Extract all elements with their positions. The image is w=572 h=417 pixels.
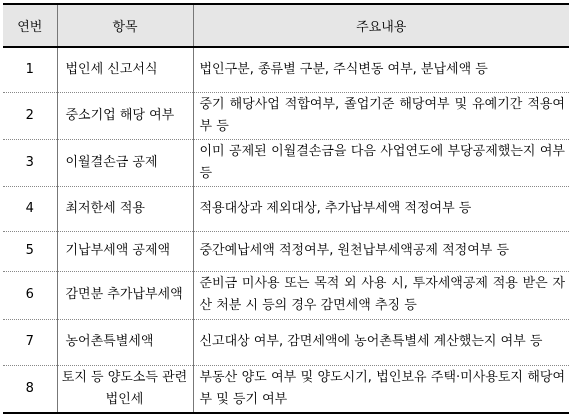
row-no: 3: [3, 139, 57, 186]
table-header-row: [3, 4, 569, 47]
table-row: [3, 186, 569, 231]
header-no: 연번: [3, 4, 57, 47]
row-content: 이미 공제된 이월결손금을 다음 사업연도에 부당공제했는지 여부 등: [193, 139, 569, 186]
table-row: [3, 319, 569, 365]
row-content: 중기 해당사업 적합여부, 졸업기준 해당여부 및 유예기간 적용여부 등: [193, 92, 569, 139]
row-item: 법인세 신고서식: [57, 47, 193, 92]
row-no: 5: [3, 231, 57, 271]
row-item: 농어촌특별세액: [57, 319, 193, 365]
row-no: 4: [3, 186, 57, 231]
table-row: [3, 92, 569, 139]
row-no: 2: [3, 92, 57, 139]
row-content: 적용대상과 제외대상, 추가납부세액 적정여부 등: [193, 186, 569, 231]
row-content: 중간예납세액 적정여부, 원천납부세액공제 적정여부 등: [193, 231, 569, 271]
row-item: 이월결손금 공제: [57, 139, 193, 186]
table-row: [3, 231, 569, 271]
row-no: 1: [3, 47, 57, 92]
row-no: 8: [3, 365, 57, 413]
row-content: 신고대상 여부, 감면세액에 농어촌특별세 계산했는지 여부 등: [193, 319, 569, 365]
row-item: 토지 등 양도소득 관련 법인세: [57, 365, 193, 413]
row-item: 감면분 추가납부세액: [57, 271, 193, 319]
row-no: 6: [3, 271, 57, 319]
row-content: 법인구분, 종류별 구분, 주식변동 여부, 분납세액 등: [193, 47, 569, 92]
header-item: 항목: [57, 4, 193, 47]
row-content: 준비금 미사용 또는 목적 외 사용 시, 투자세액공제 적용 받은 자산 처분 시 등의 경우 감면세액 추징 등: [193, 271, 569, 319]
table-row: [3, 365, 569, 413]
row-no: 7: [3, 319, 57, 365]
row-item: 기납부세액 공제액: [57, 231, 193, 271]
row-item: 중소기업 해당 여부: [57, 92, 193, 139]
table-row: [3, 47, 569, 92]
audit-items-table: [3, 3, 569, 414]
table-row: [3, 139, 569, 186]
header-content: 주요내용: [193, 4, 569, 47]
row-content: 부동산 양도 여부 및 양도시기, 법인보유 주택·미사용토지 해당여부 및 등기 여부: [193, 365, 569, 413]
table-row: [3, 271, 569, 319]
row-item: 최저한세 적용: [57, 186, 193, 231]
